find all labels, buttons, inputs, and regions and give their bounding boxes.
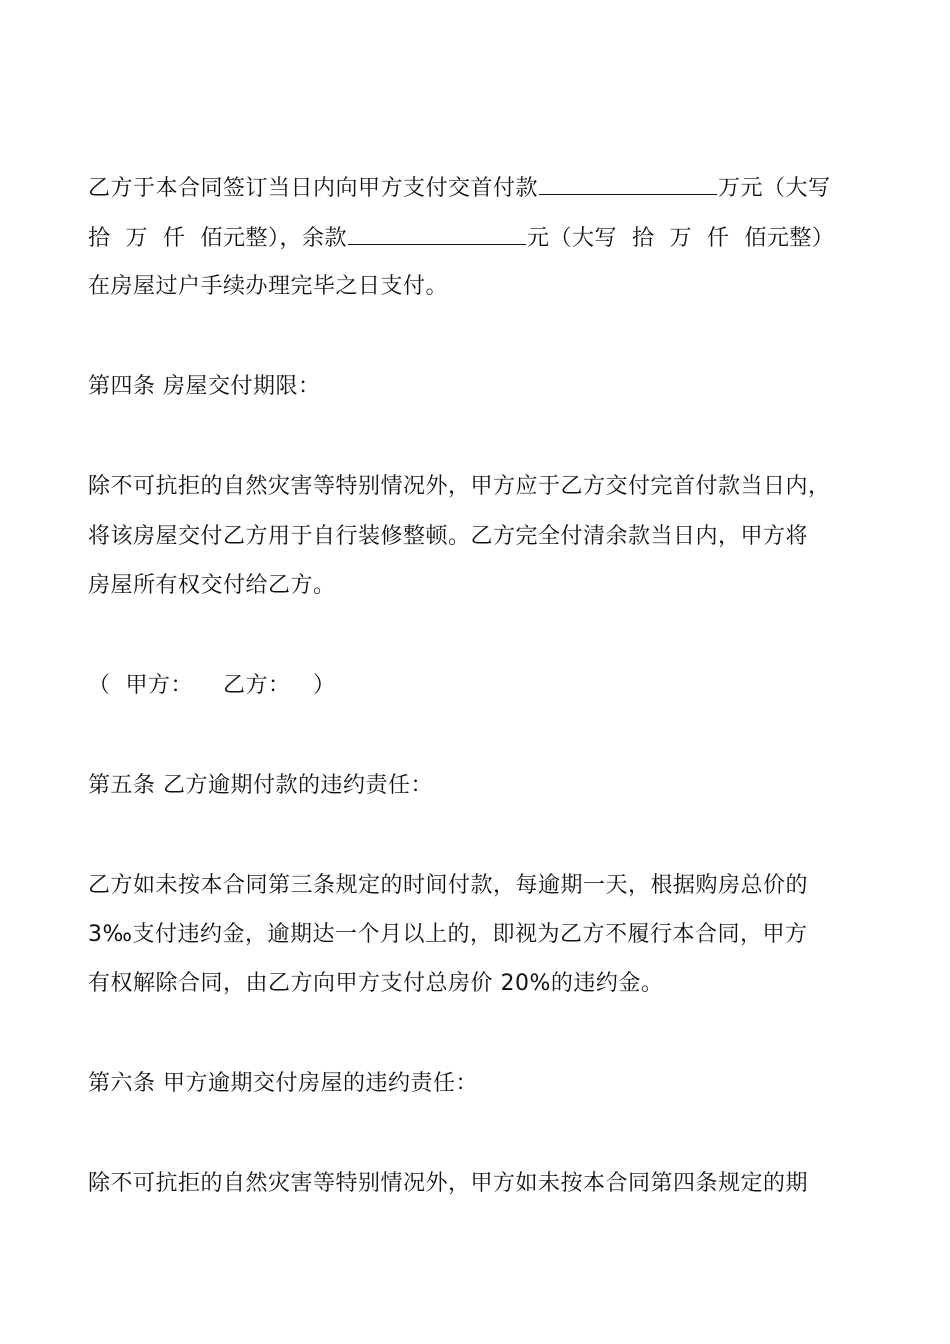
article-5-title: 第五条 乙方逾期付款的违约责任： [88,773,433,798]
payment-text: 拾 万 仟 佰元整），余款 [88,226,347,251]
article-5-line-3: 有权解除合同，由乙方向甲方支付总房价 20%的违约金。 [88,971,664,996]
article-4-line-1: 除不可抗拒的自然灾害等特别情况外，甲方应于乙方交付完首付款当日内， [88,474,831,499]
payment-line-2 [88,222,834,254]
article-4-title: 第四条 房屋交付期限： [88,374,321,399]
article-5-line-1: 乙方如未按本合同第三条规定的时间付款，每逾期一天，根据购房总价的 [88,873,809,898]
payment-text: 乙方于本合同签订当日内向甲方支付交首付款 [88,176,539,201]
payment-text: 万元（大写 [718,176,831,201]
balance-blank [348,222,526,245]
down-payment-blank [539,172,717,195]
article-4-line-3: 房屋所有权交付给乙方。 [88,573,336,598]
article-5-line-2: 3‰支付违约金，逾期达一个月以上的，即视为乙方不履行本合同，甲方 [88,922,808,947]
article-4-line-2: 将该房屋交付乙方用于自行装修整顿。乙方完全付清余款当日内，甲方将 [88,524,809,549]
payment-line-3: 在房屋过户手续办理完毕之日支付。 [88,274,449,299]
payment-line-1 [88,172,831,204]
article-6-title: 第六条 甲方逾期交付房屋的违约责任： [88,1071,478,1096]
signature-line: （ 甲方： 乙方： ） [88,673,336,698]
payment-text: 元（大写 拾 万 仟 佰元整） [526,226,835,251]
article-6-line-1: 除不可抗拒的自然灾害等特别情况外，甲方如未按本合同第四条规定的期 [88,1171,809,1196]
